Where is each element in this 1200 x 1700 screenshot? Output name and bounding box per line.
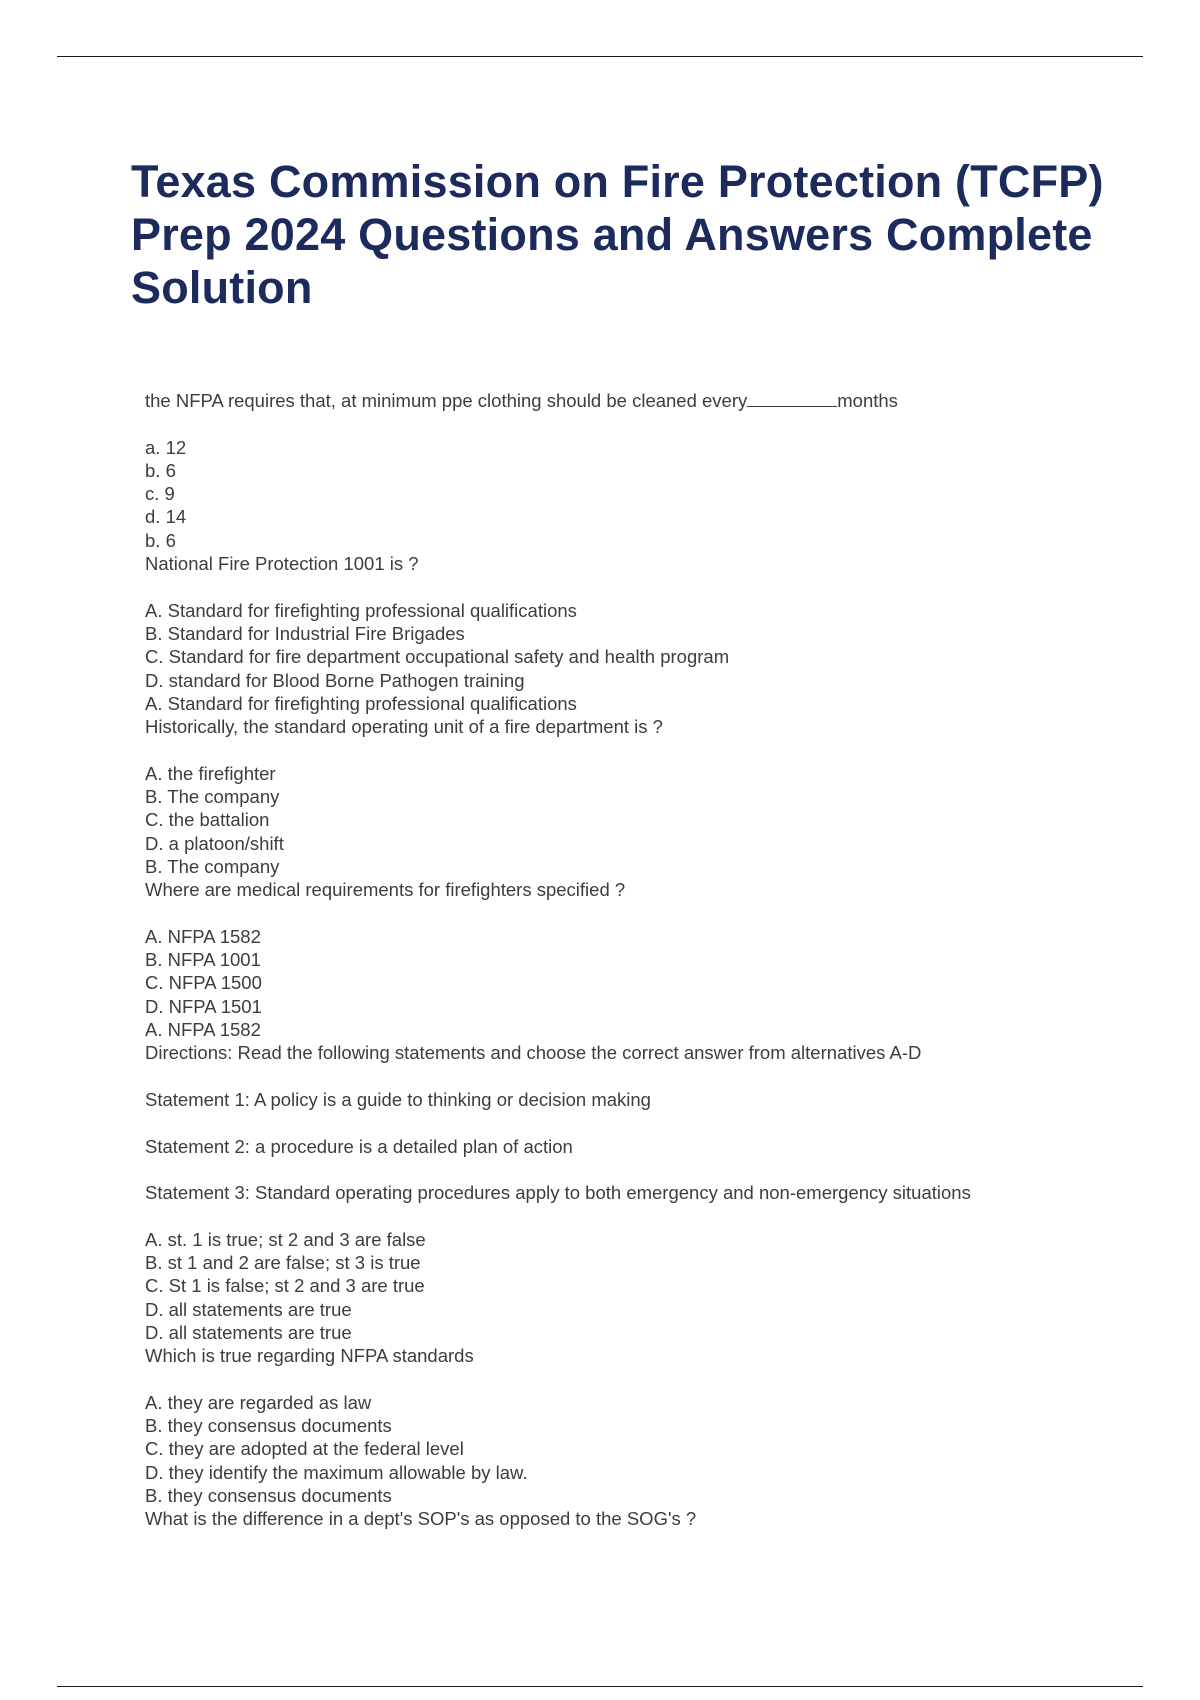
statement: Statement 1: A policy is a guide to thinking or decision making [145,1088,651,1110]
answer-option: D. all statements are true [145,1298,352,1320]
answer-option: b. 6 [145,459,176,481]
correct-answer: D. all statements are true [145,1321,352,1343]
document-title [131,155,1131,314]
answer-option: B. NFPA 1001 [145,949,261,971]
statement: Statement 3: Standard operating procedures apply to both emergency and non-emergency situations [145,1182,971,1204]
answer-option: D. a platoon/shift [145,832,284,854]
question-text: What is the difference in a dept's SOP's as opposed to the SOG's ? [145,1508,697,1530]
answer-option: B. they consensus documents [145,1415,392,1437]
title-line: Texas Commission on Fire Protection (TCFP) [131,156,1104,207]
title-line: Prep 2024 Questions and Answers Complete [131,209,1093,260]
question-text: Where are medical requirements for firefighters specified ? [145,879,626,901]
answer-option: B. The company [145,786,280,808]
answer-option: B. st 1 and 2 are false; st 3 is true [145,1251,421,1273]
bottom-rule [57,1686,1143,1687]
question-text: Directions: Read the following statements and choose the correct answer from alternatives A-D [145,1042,922,1064]
statement: Statement 2: a procedure is a detailed plan of action [145,1135,573,1157]
answer-option: A. NFPA 1582 [145,925,261,947]
correct-answer: b. 6 [145,529,176,551]
question-text: the NFPA requires that, at minimum ppe clothing should be cleaned every months [145,390,898,411]
answer-option: a. 12 [145,436,187,458]
correct-answer: B. they consensus documents [145,1484,392,1506]
answer-option: C. they are adopted at the federal level [145,1438,464,1460]
answer-option: B. Standard for Industrial Fire Brigades [145,622,465,644]
answer-option: A. Standard for firefighting professional qualifications [145,599,577,621]
document-body [145,389,1145,1531]
question-text: National Fire Protection 1001 is ? [145,553,419,575]
answer-option: c. 9 [145,483,175,505]
question-text: Which is true regarding NFPA standards [145,1345,474,1367]
top-rule [57,56,1143,57]
answer-option: A. st. 1 is true; st 2 and 3 are false [145,1228,426,1250]
answer-option: d. 14 [145,506,187,528]
answer-option: A. the firefighter [145,762,276,784]
answer-option: A. they are regarded as law [145,1391,372,1413]
answer-option: C. Standard for fire department occupational safety and health program [145,646,730,668]
correct-answer: B. The company [145,855,280,877]
answer-option: C. NFPA 1500 [145,972,262,994]
answer-option: C. the battalion [145,809,270,831]
title-line: Solution [131,262,313,313]
correct-answer: A. Standard for firefighting professional qualifications [145,692,577,714]
answer-option: D. NFPA 1501 [145,995,262,1017]
correct-answer: A. NFPA 1582 [145,1019,261,1041]
answer-option: D. standard for Blood Borne Pathogen training [145,669,525,691]
answer-option: D. they identify the maximum allowable by law. [145,1461,528,1483]
answer-option: C. St 1 is false; st 2 and 3 are true [145,1275,425,1297]
question-text: Historically, the standard operating unit of a fire department is ? [145,716,663,738]
fill-in-blank [747,391,837,407]
